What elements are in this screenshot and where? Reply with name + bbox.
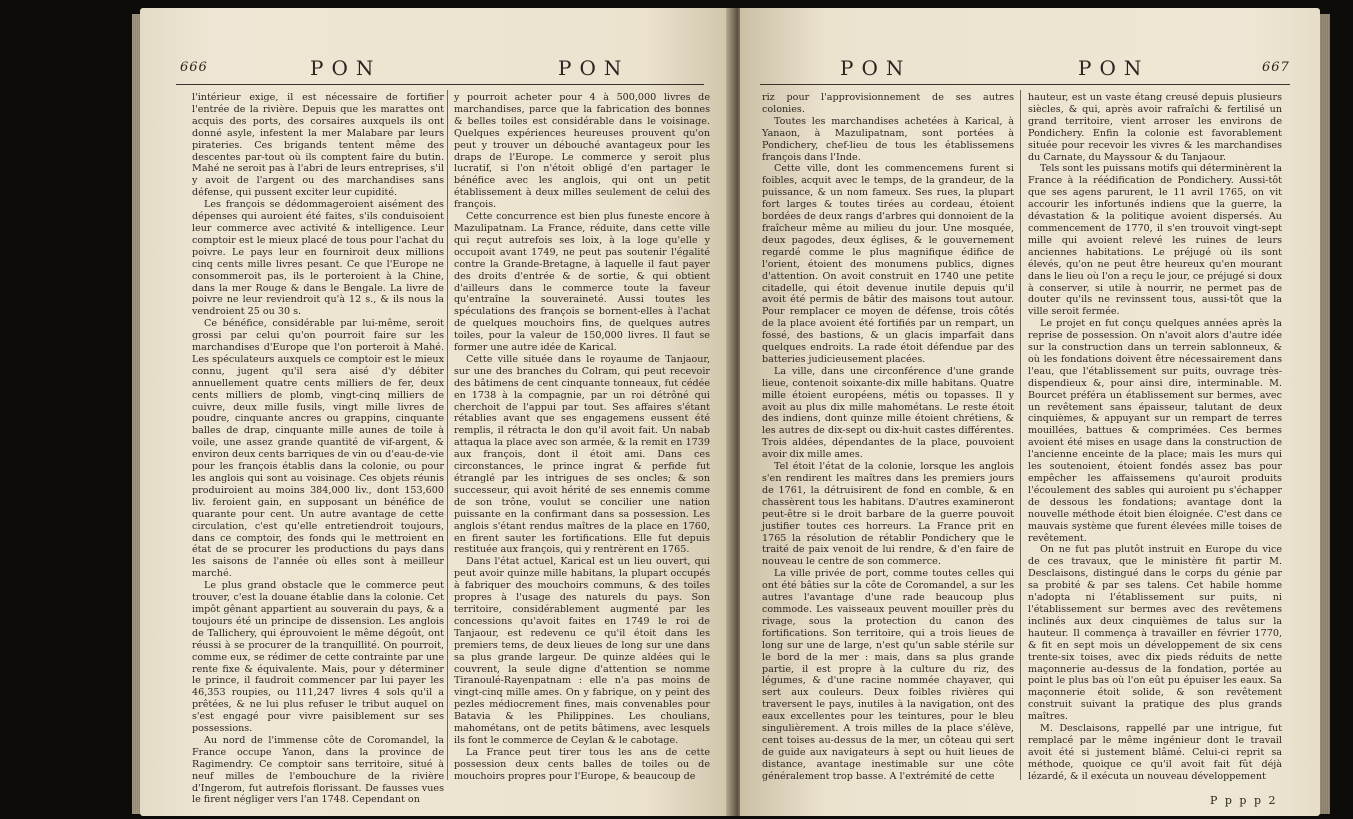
book-spread [40, 8, 1313, 816]
paragraph: riz pour l'approvisionnement de ses autres colonies. [762, 92, 1014, 115]
paragraph: Le projet en fut conçu quelques années après la reprise de possession. On n'avoit alors d'autre idée sur la construction dans un terrein sablonneux, & où les fondations doivent être nécessairement dans l'eau, que l'établissement sur puits, ouvrage très-dispendieux &, pour ainsi dire, interminable. M. Bourcet préféra un établissement sur bermes, avec un revêtement sans épaisseur, talutant de deux cinquièmes, & appuyant sur un rempart de terres mouillées, battues & comprimées. Ces bermes avoient été mises en usage dans la construction de l'ancienne enceinte de la place; mais les murs qui les soutenoient, étoient fondés assez bas pour empêcher les affaissemens qu'auroit produits l'écoulement des sables qui auroient pu s'échapper de dessous les fondations; avantage dont la nouvelle méthode étoit bien éloignée. C'est dans ce mauvais système que furent élevées mille toises de revêtement. [1028, 318, 1282, 544]
paragraph: La France peut tirer tous les ans de cette possession deux cents balles de toiles ou de mouchoirs propres pour l'Europe, & beaucoup de [454, 746, 710, 782]
page-number: 667 [1262, 60, 1290, 75]
running-head: PON [840, 56, 912, 80]
paragraph: Les françois se dédommageroient aisément des dépenses qui auroient été faites, s'ils conduisoient leur commerce avec activité & intelligence. Leur comptoir est le mieux placé de tous pour l'achat du poivre. Le pays leur en fourniroit deux millions cinq cents mille livres pesant. Ce que l'Europe ne consommeroit pas, ils le porteroient à la Chine, dans la mer Rouge & dans le Bengale. La livre de poivre ne leur reviendroit qu'à 12 s., & ils nous la vendroient 25 ou 30 s. [192, 199, 444, 318]
right-page [740, 8, 1320, 816]
left-page [140, 8, 732, 816]
paragraph: Ce bénéfice, considérable par lui-même, seroit grossi par celui qu'on pourroit faire sur les marchandises d'Europe que l'on porteroit à Mahé. Les spéculateurs auxquels ce comptoir est le mieux connu, jugent qu'il sera aisé d'y débiter annuellement quatre cents milliers de fer, deux cents milliers de plomb, vingt-cinq milliers de cuivre, deux mille fusils, vingt mille livres de poudre, cinquante ancres ou grappins, cinquante balles de drap, cinquante mille aunes de toile à voile, une assez grande quantité de vif-argent, & environ deux cents barriques de vin ou d'eau-de-vie pour les françois établis dans la colonie, ou pour les anglois qui sont au voisinage. Ces objets réunis produiroient au moins 384,000 liv., dont 153,600 liv. feroient gain, en supposant un bénéfice de quarante pour cent. Un autre avantage de cette circulation, c'est qu'elle entretiendroit toujours, dans ce comptoir, des fonds qui le mettroient en état de se procurer les productions du pays dans les saisons de l'année où elles sont à meilleur marché. [192, 318, 444, 580]
header-rule [760, 84, 1290, 85]
header-rule [176, 84, 704, 85]
paragraph: On ne fut pas plutôt instruit en Europe du vice de ces travaux, que le ministère fit partir M. Desclaisons, distingué dans le corps du génie par sa probité & par ses talens. Cet habile homme n'adopta ni l'établissement sur puits, ni l'établissement sur bermes avec des revêtemens inclinés aux deux cinquièmes de talus sur la hauteur. Il commença à travailler en février 1770, & fit en sept mois un développement de six cens trente-six toises, avec dix pieds réduits de nette maçonnerie au-dessus de la fondation, portée au point le plus bas où l'on eût pu épuiser les eaux. Sa maçonnerie étoit solide, & son revêtement construit suivant la pratique des plus grands maîtres. [1028, 544, 1282, 723]
printer-signature: P p p p 2 [1210, 794, 1278, 807]
paragraph: Cette concurrence est bien plus funeste encore à Mazulipatnam. La France, réduite, dans cette ville qui reçut autrefois ses loix, à la loge qu'elle y occupoit avant 1749, ne peut pas soutenir l'égalité contre la Grande-Bretagne, à laquelle il faut payer des droits d'entrée & de sortie, & qui obtient d'ailleurs dans le commerce toute la faveur qu'entraîne la souveraineté. Aussi toutes les spéculations des françois se bornent-elles à l'achat de quelques mouchoirs fins, de quelques autres toiles, pour la valeur de 150,000 livres. Il faut se former une autre idée de Karical. [454, 211, 710, 354]
paragraph: l'intérieur exige, il est nécessaire de fortifier l'entrée de la rivière. Depuis que les marattes ont acquis des ports, des corsaires auxquels ils ont donné asyle, infestent la mer Malabare par leurs pirateries. Ces brigands tentent même des descentes par-tout où ils comptent faire du butin. Mahé ne seroit pas à l'abri de leurs entreprises, s'il y avoit de l'argent ou des marchandises sans défense, qui pussent exciter leur cupidité. [192, 92, 444, 199]
paragraph: La ville, dans une circonférence d'une grande lieue, contenoit soixante-dix mille habitans. Quatre mille étoient européens, métis ou topasses. Il y avoit au plus dix mille mahométans. Le reste étoit des indiens, dont quinze mille étoient chrétiens, & les autres de dix-sept ou dix-huit castes différentes. Trois aldées, dépendantes de la place, pouvoient avoir dix mille ames. [762, 365, 1014, 461]
paragraph: y pourroit acheter pour 4 à 500,000 livres de marchandises, parce que la fabrication des bonnes & belles toiles est considérable dans le voisinage. Quelques expériences heureuses prouvent qu'on peut y trouver un débouché avantageux pour les draps de l'Europe. Le commerce y seroit plus lucratif, si l'on n'étoit obligé d'en partager le bénéfice avec les anglois, qui ont un petit établissement à deux milles seulement de celui des françois. [454, 92, 710, 211]
text-column-left [192, 92, 444, 806]
paragraph: M. Desclaisons, rappellé par une intrigue, fut remplacé par le même ingénieur dont le travail avoit été si justement blâmé. Celui-ci reprit sa méthode, quoique ce qu'il avoit fait fût déjà lézardé, & il exécuta un nouveau développement [1028, 723, 1282, 782]
running-head: PON [310, 56, 382, 80]
column-divider [447, 90, 448, 780]
page-number: 666 [180, 60, 208, 75]
paragraph: Le plus grand obstacle que le commerce peut trouver, c'est la douane établie dans la colonie. Cet impôt gênant appartient au souverain du pays, & a toujours été un principe de dissension. Les anglois de Tallichery, qui éprouvoient le même dégoût, ont réussi à se procurer de la tranquillité. On pourroit, comme eux, se rédimer de cette contrainte par une rente fixe & équivalente. Mais, pour y déterminer le prince, il faudroit commencer par lui payer les 46,353 roupies, ou 111,247 livres 4 sols qu'il a prêtées, & ne lui plus refuser le tribut auquel on s'est engagé pour vivre paisiblement sur ses possessions. [192, 580, 444, 735]
running-head: PON [558, 56, 630, 80]
paragraph: Cette ville, dont les commencemens furent si foibles, acquit avec le temps, de la grandeur, de la puissance, & un nom fameux. Ses rues, la plupart fort larges & toutes tirées au cordeau, étoient bordées de deux rangs d'arbres qui donnoient de la fraîcheur même au milieu du jour. Une mosquée, deux pagodes, deux églises, & le gouvernement regardé comme le plus magnifique édifice de l'orient, étoient des monumens publics, dignes d'attention. On avoit construit en 1740 une petite citadelle, qui étoit devenue inutile depuis qu'il avoit été permis de bâtir des maisons tout autour. Pour remplacer ce moyen de défense, trois côtés de la place avoient été fortifiés par un rempart, un fossé, des bastions, & un glacis imparfait dans quelques endroits. La rade étoit défendue par des batteries judicieusement placées. [762, 163, 1014, 365]
paragraph: La ville privée de port, comme toutes celles qui ont été bâties sur la côte de Coromandel, a sur les autres l'avantage d'une rade beaucoup plus commode. Les vaisseaux peuvent mouiller près du rivage, sous la protection du canon des fortifications. Son territoire, qui a trois lieues de long sur une de large, n'est qu'un sable stérile sur le bord de la mer : mais, dans sa plus grande partie, il est propre à la culture du riz, des légumes, & d'une racine nommée chayaver, qui sert aux couleurs. Deux foibles rivières qui traversent le pays, inutiles à la navigation, ont des eaux excellentes pour les teintures, pour le bleu singulièrement. A trois milles de la place s'élève, cent toises au-dessus de la mer, un côteau qui sert de guide aux navigateurs à sept ou huit lieues de distance, avantage inestimable sur une côte généralement trop basse. A l'extrémité de cette [762, 568, 1014, 782]
paragraph: Tel étoit l'état de la colonie, lorsque les anglois s'en rendirent les maîtres dans les premiers jours de 1761, la détruisirent de fond en comble, & en chassèrent tous les habitans. D'autres examineront peut-être si le droit barbare de la guerre pouvoit justifier toutes ces horreurs. La France prit en 1765 la résolution de rétablir Pondichery que le traité de paix venoit de lui rendre, & d'en faire de nouveau le centre de son commerce. [762, 461, 1014, 568]
paragraph: Au nord de l'immense côte de Coromandel, la France occupe Yanon, dans la province de Ragimendry. Ce comptoir sans territoire, situé à neuf milles de l'embouchure de la rivière d'Ingerom, fut autrefois florissant. De fausses vues le firent négliger vers l'an 1748. Cependant on [192, 734, 444, 806]
paragraph: Cette ville située dans le royaume de Tanjaour, sur une des branches du Colram, qui peut recevoir des bâtimens de cent cinquante tonneaux, fut cédée en 1738 à la compagnie, par un roi détrôné qui cherchoit de l'appui par tout. Ses affaires s'étant rétablies avant que ses engagemens eussent été remplis, il rétracta le don qu'il avoit fait. Un nabab attaqua la place avec son armée, & la remit en 1739 aux françois, dont il étoit ami. Dans ces circonstances, le prince ingrat & perfide fut étranglé par les intrigues de ses oncles; & son successeur, qui avoit hérité de ses ennemis comme de son trône, voulut se concilier une nation puissante en la confirmant dans sa possession. Les anglois s'étant rendus maîtres de la place en 1760, en firent sauter les fortifications. Elle fut depuis restituée aux françois, qui y rentrèrent en 1765. [454, 353, 710, 556]
text-column-right [1028, 92, 1282, 783]
left-page-header [140, 56, 732, 82]
right-page-header [740, 56, 1320, 82]
paragraph: hauteur, est un vaste étang creusé depuis plusieurs siècles, & qui, après avoir rafraîchi & fertilisé un grand territoire, vient arroser les environs de Pondichery. Enfin la colonie est favorablement située pour recevoir les vivres & les marchandises du Carnate, du Mayssour & du Tanjaour. [1028, 92, 1282, 163]
text-column-left [762, 92, 1014, 783]
column-divider [1020, 90, 1021, 780]
paragraph: Toutes les marchandises achetées à Karical, à Yanaon, à Mazulipatnam, sont portées à Pondichery, chef-lieu de tous les établissemens françois dans l'Inde. [762, 115, 1014, 163]
text-column-right [454, 92, 710, 783]
running-head: PON [1078, 56, 1150, 80]
paragraph: Tels sont les puissans motifs qui déterminèrent la France à la réédification de Pondichery. Aussi-tôt que ses agens parurent, le 11 avril 1765, on vit accourir les infortunés indiens que la guerre, la dévastation & la politique avoient dispersés. Au commencement de 1770, il s'en trouvoit vingt-sept mille qui avoient relevé les ruines de leurs anciennes habitations. Le préjugé où ils sont élevés, qu'on ne peut être heureux qu'en mourant dans le lieu où l'on a reçu le jour, ce préjugé si doux à conserver, si utile à nourrir, ne permet pas de douter qu'ils ne revinssent tous, aussi-tôt que la ville seroit fermée. [1028, 163, 1282, 318]
paragraph: Dans l'état actuel, Karical est un lieu ouvert, qui peut avoir quinze mille habitans, la plupart occupés à fabriquer des mouchoirs communs, & des toiles propres à l'usage des naturels du pays. Son territoire, considérablement augmenté par les concessions qu'avoit faites en 1749 le roi de Tanjaour, est redevenu ce qu'il étoit dans les premiers tems, de deux lieues de long sur une dans sa plus grande largeur. De quinze aldées qui le couvrent, la seule digne d'attention se nomme Tiranoulé-Rayenpatnam : elle n'a pas moins de vingt-cinq mille ames. On y fabrique, on y peint des pezles médiocrement fines, mais convenables pour Batavia & les Philippines. Les choulians, mahométans, ont de petits bâtimens, avec lesquels ils font le commerce de Ceylan & le cabotage. [454, 556, 710, 746]
